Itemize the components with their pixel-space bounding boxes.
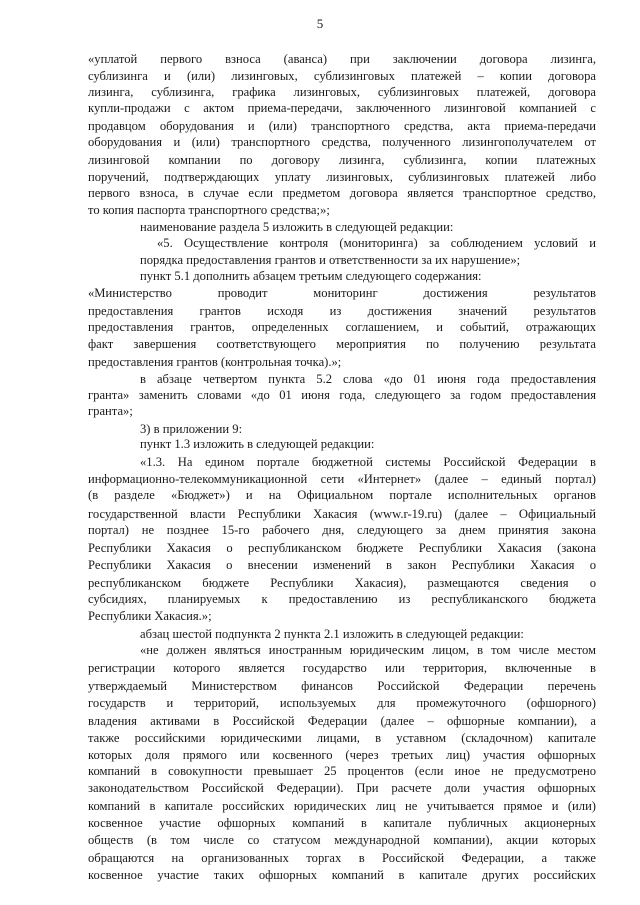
text-line: гранта»;	[88, 404, 133, 419]
text-line: государств и территорий, используемых для промежуточного (офшорного)	[88, 695, 596, 710]
text-line: пункт 1.3 изложить в следующей редакции:	[140, 437, 375, 452]
text-line: поручений, подтверждающих уплату лизинговых, сублизинговых платежей либо	[88, 169, 596, 184]
text-line: наименование раздела 5 изложить в следующей редакции:	[140, 220, 454, 234]
text-line: утверждаемый Министерством финансов Российской Федерации перечень	[88, 678, 596, 693]
text-line: Республики Хакасия о внесении изменений в закон Республики Хакасия о	[88, 557, 596, 572]
text-line: 3) в приложении 9:	[140, 421, 243, 436]
text-line: то копия паспорта транспортного средства;»;	[88, 202, 330, 217]
text-line: регистрации которого является государство или территория, включенные в	[88, 660, 596, 675]
text-line: государственной власти Республики Хакасия (www.r-19.ru) (далее – Официальный	[88, 506, 596, 521]
text-line: сублизинга и (или) лизинговых, сублизинговых платежей – копии договора	[88, 68, 596, 83]
page-number: 5	[316, 16, 324, 31]
text-line: обращаются на организованных торгах в Российской Федерации, а также	[88, 850, 596, 865]
text-line: Республики Хакасия.»;	[88, 609, 212, 624]
text-line: оборудования и (или) транспортного средства, полученного лизингополучателем от	[88, 135, 596, 150]
text-line: порядка предоставления грантов и ответственности за их нарушение»;	[140, 252, 521, 267]
text-line: купли-продажи с актом приема-передачи, заключенного лизинговой компанией с	[88, 101, 596, 116]
text-line: законодательством Российской Федерации). При расчете доли участия офшорных	[88, 780, 596, 795]
text-line: (в разделе «Бюджет») и на Официальном портале исполнительных органов	[88, 488, 596, 503]
text-line: лизинга, сублизинга, графика лизинговых, сублизинговых платежей, договора	[88, 84, 596, 99]
text-line: в абзаце четвертом пункта 5.2 слова «до 01 июня года предоставления	[140, 371, 596, 386]
text-line: «уплатой первого взноса (аванса) при заключении договора лизинга,	[88, 52, 596, 66]
text-line: факт завершения соответствующего мероприятия по получению результата	[88, 336, 596, 351]
text-line: предоставления грантов (контрольная точка).»;	[88, 355, 342, 369]
text-line: субсидиях, планируемых к предоставлению из республиканского бюджета	[88, 592, 596, 607]
text-line: предоставления грантов, определенных соглашением, и событий, отражающих	[88, 320, 596, 335]
text-line: косвенное участие таких офшорных компаний в капитале других российских	[88, 868, 596, 882]
text-line: владения активами в Российской Федерации (далее – офшорные компании), а	[88, 714, 596, 728]
text-line: информационно-телекоммуникационной сети «Интернет» (далее – единый портал)	[88, 471, 596, 486]
text-line: продавцом оборудования и (или) транспортного средства, акта приема-передачи	[88, 118, 596, 133]
text-line: косвенное участие офшорных компаний в капитале публичных акционерных	[88, 816, 596, 831]
text-line: обществ (в том числе со статусом международной компании), акции которых	[88, 833, 596, 848]
text-line: абзац шестой подпункта 2 пункта 2.1 изложить в следующей редакции:	[140, 626, 524, 641]
text-line: гранта» заменить словами «до 01 июня года, следующего за годом предоставления	[88, 388, 596, 402]
text-line: пункт 5.1 дополнить абзацем третьим следующего содержания:	[140, 269, 482, 284]
text-line: лизинговой компании по договору лизинга, сублизинга, копии платежных	[88, 152, 596, 167]
text-line: «5. Осуществление контроля (мониторинга) за соблюдением условий и	[157, 236, 596, 251]
text-line: «не должен являться иностранным юридическим лицом, в том числе местом	[140, 643, 596, 658]
text-line: портал) не позднее 15-го рабочего дня, следующего за днем принятия закона	[88, 523, 596, 537]
text-line: первого взноса, в случае если предметом договора является транспортное средство,	[88, 186, 596, 201]
text-line: «1.3. На едином портале бюджетной системы Российской Федерации в	[140, 454, 596, 469]
text-line: которых доля прямого или косвенного (через третьих лиц) участия офшорных	[88, 747, 596, 762]
text-line: компаний в совокупности превышает 25 процентов (если иное не предусмотрено	[88, 764, 596, 779]
text-line: также российскими юридическими лицами, в уставном (складочном) капитале	[88, 730, 596, 745]
text-line: республиканском бюджете Республики Хакасия), размещаются сведения о	[88, 575, 596, 590]
text-line: предоставления грантов исходя из достижения значений результатов	[88, 304, 596, 318]
text-line: компаний в капитале российских юридических лиц не учитывается прямое и (или)	[88, 798, 596, 813]
text-line: Республики Хакасия о республиканском бюджете Республики Хакасия (закона	[88, 541, 596, 556]
text-line: «Министерство проводит мониторинг достижения результатов	[88, 285, 596, 300]
